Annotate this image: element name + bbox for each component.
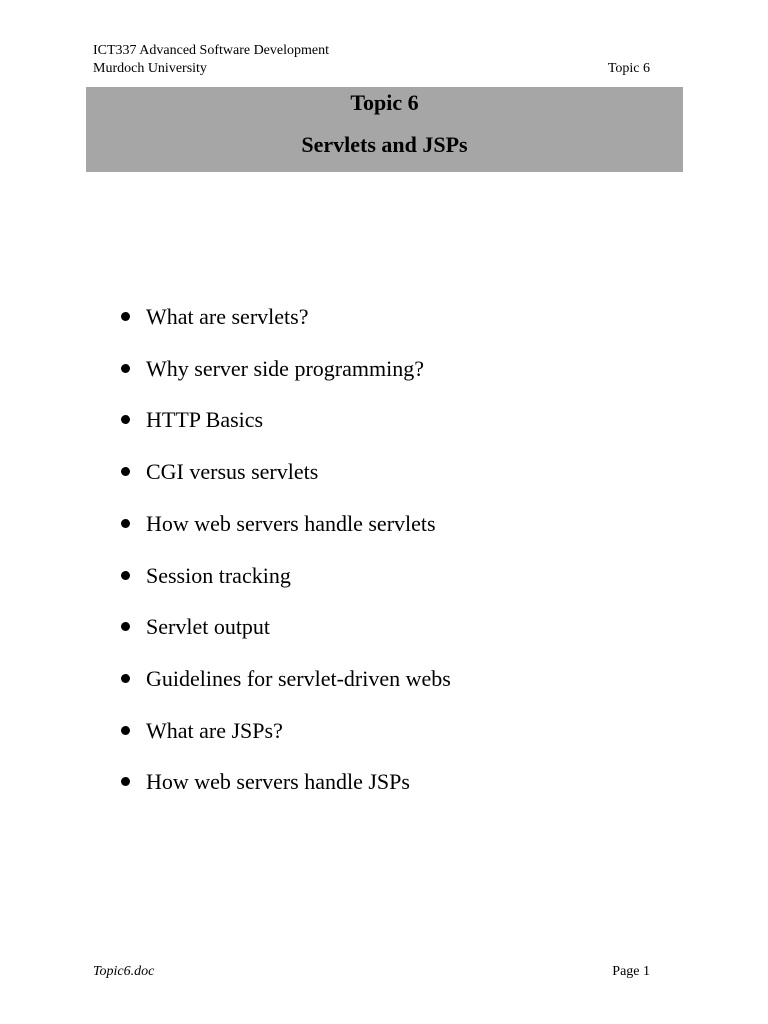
title-topic-number: Topic 6 [350, 90, 419, 115]
bullet-icon [121, 622, 130, 631]
header-university: Murdoch University [93, 61, 207, 76]
title-band [86, 87, 683, 172]
bullet-icon [121, 674, 130, 683]
topic-list-item-text: What are JSPs? [146, 718, 283, 743]
bullet-icon [121, 519, 130, 528]
topic-list-item-text: How web servers handle servlets [146, 511, 436, 536]
bullet-icon [121, 726, 130, 735]
topic-list-item-text: Why server side programming? [146, 356, 424, 381]
bullet-icon [121, 415, 130, 424]
topic-list-item-text: What are servlets? [146, 304, 309, 329]
footer-page-number: Page 1 [612, 964, 650, 979]
topic-list-item-text: CGI versus servlets [146, 459, 319, 484]
bullet-icon [121, 571, 130, 580]
footer-filename: Topic6.doc [93, 964, 155, 979]
topic-list-item-text: Servlet output [146, 614, 271, 639]
topic-list-item-text: HTTP Basics [146, 407, 264, 432]
topic-list-item-text: Guidelines for servlet-driven webs [146, 666, 451, 691]
topic-list-item-text: Session tracking [146, 563, 291, 588]
bullet-icon [121, 364, 130, 373]
bullet-icon [121, 777, 130, 786]
header-course-title: ICT337 Advanced Software Development [93, 43, 329, 58]
topic-list-item-text: How web servers handle JSPs [146, 769, 410, 794]
title-topic-name: Servlets and JSPs [301, 132, 468, 157]
header-topic-label: Topic 6 [607, 61, 650, 76]
bullet-icon [121, 467, 130, 476]
bullet-icon [121, 312, 130, 321]
